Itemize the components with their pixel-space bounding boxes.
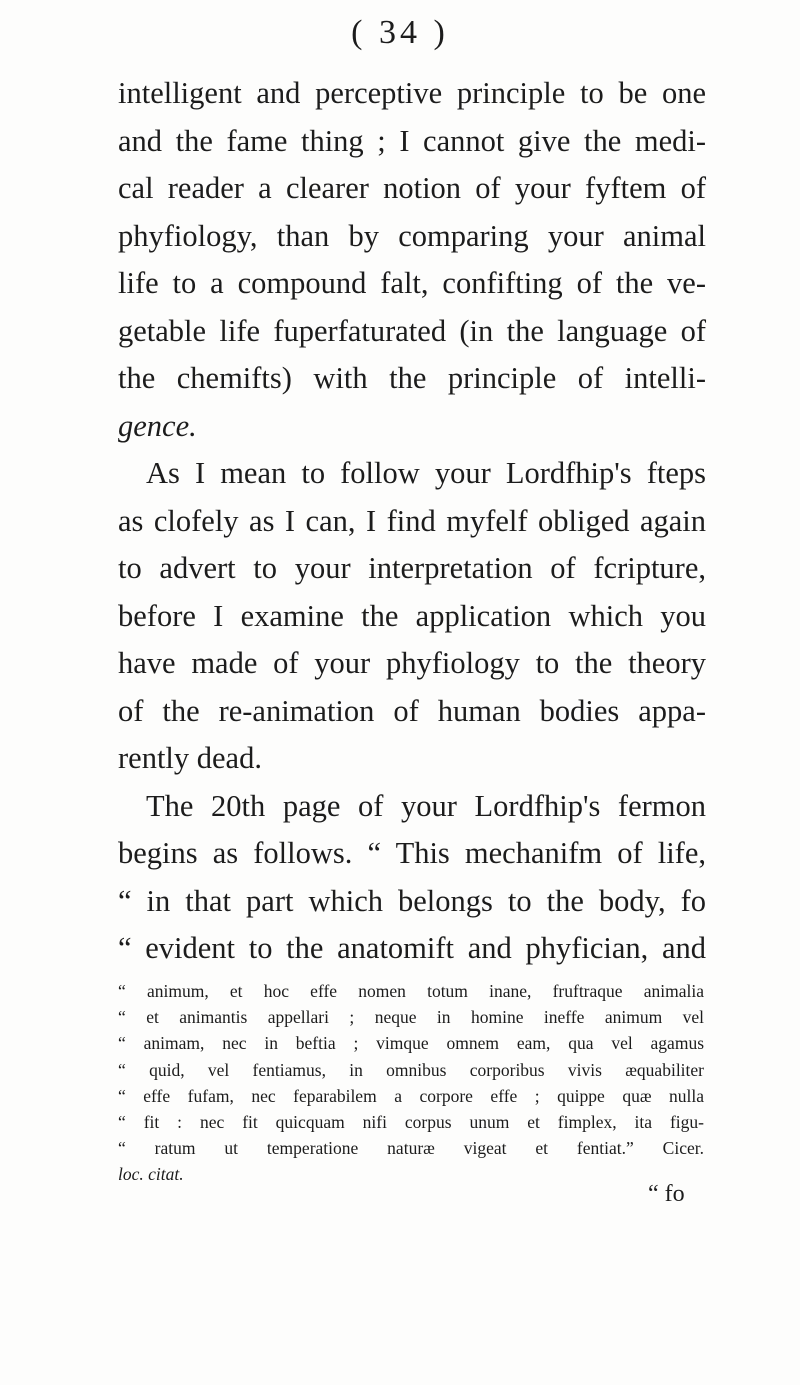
text-line: cal reader a clearer notion of your fyftem of xyxy=(118,171,706,205)
text-line: the chemifts) with the principle of intelli- xyxy=(118,361,706,395)
footnote-line: loc. citat. xyxy=(118,1164,184,1185)
text-line: “ evident to the anatomift and phyfician, and xyxy=(118,931,706,965)
text-line: getable life fuperfaturated (in the language of xyxy=(118,313,706,348)
text-line: phyfiology, than by comparing your animal xyxy=(118,218,706,253)
text-line: to advert to your interpretation of fcripture, xyxy=(118,551,706,585)
text-line: The 20th page of your Lordfhip's fermon xyxy=(146,788,706,823)
footnote-line: “ animum, et hoc effe nomen totum inane, fruftraque animalia xyxy=(118,981,704,1001)
text-line: have made of your phyfiology to the theory xyxy=(118,646,706,680)
page-number: ( 34 ) xyxy=(351,14,449,51)
footnote-line: “ animam, nec in beftia ; vimque omnem eam, qua vel agamus xyxy=(118,1033,704,1054)
footnote-line: “ fit : nec fit quicquam nifi corpus unum et fimplex, ita figu- xyxy=(118,1112,704,1133)
text-line: as clofely as I can, I find myfelf obliged again xyxy=(118,503,706,538)
text-line: intelligent and perceptive principle to be one xyxy=(118,76,706,110)
footnote-line: “ et animantis appellari ; neque in homine ineffe animum vel xyxy=(118,1007,704,1028)
text-line: gence. xyxy=(118,408,197,443)
catchword: “ fo xyxy=(648,1181,685,1207)
footnote-line: “ effe fufam, nec feparabilem a corpore effe ; quippe quæ nulla xyxy=(118,1085,704,1106)
text-line: and the fame thing ; I cannot give the medi- xyxy=(118,123,706,158)
footnote-line: “ quid, vel fentiamus, in omnibus corporibus vivis æquabiliter xyxy=(118,1059,704,1080)
text-line: life to a compound falt, confifting of the ve- xyxy=(118,266,706,300)
footnote-line: “ ratum ut temperatione naturæ vigeat et fentiat.” Cicer. xyxy=(118,1138,704,1159)
text-line: begins as follows. “ This mechanifm of life, xyxy=(118,836,706,870)
text-line: before I examine the application which you xyxy=(118,598,706,633)
footnote xyxy=(118,978,704,1188)
text-line: rently dead. xyxy=(118,741,262,775)
text-line: As I mean to follow your Lordfhip's fteps xyxy=(146,456,706,490)
main-text xyxy=(118,70,706,973)
text-line: of the re-animation of human bodies appa- xyxy=(118,693,706,728)
text-line: “ in that part which belongs to the body, fo xyxy=(118,883,706,918)
